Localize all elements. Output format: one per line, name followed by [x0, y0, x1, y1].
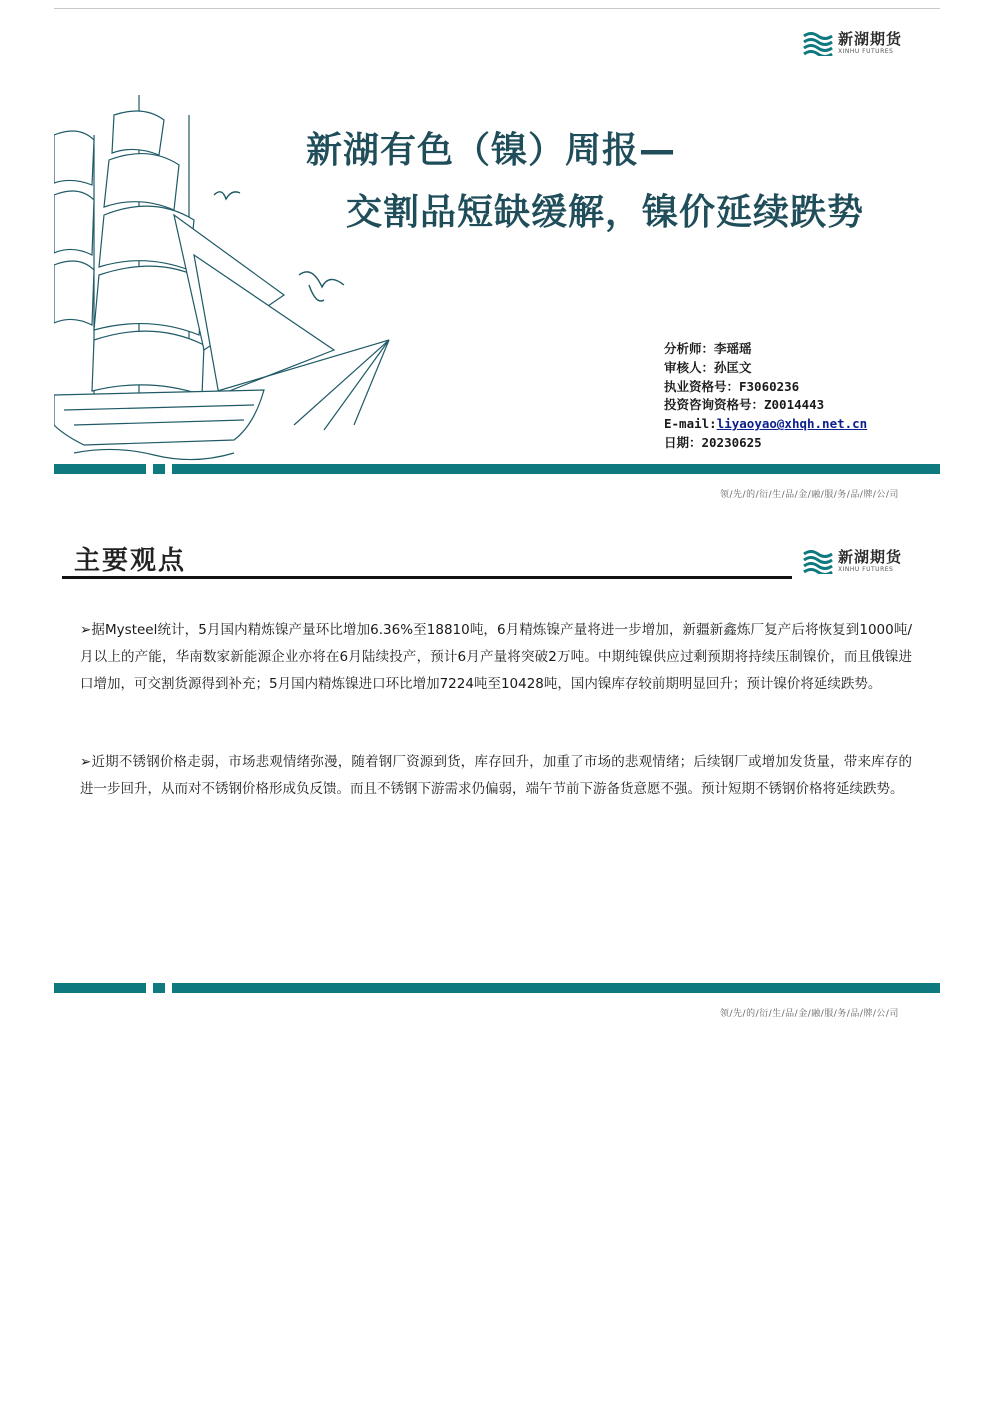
bullet-arrow-icon: ➢ — [80, 754, 92, 770]
seagull-icon — [214, 192, 240, 199]
reviewer: 审核人：孙匡文 — [664, 359, 752, 375]
accent-band-left — [54, 464, 146, 474]
company-slogan: 领/先/的/衍/生/品/金/融/服/务/品/牌/公/司 — [720, 490, 899, 500]
section-title: 主要观点 — [74, 546, 187, 576]
report-date: 日期：20230625 — [664, 434, 762, 450]
author-info — [664, 340, 867, 453]
bullet-arrow-icon: ➢ — [80, 622, 92, 638]
wave-logo-icon — [802, 30, 834, 56]
key-point-1 — [80, 617, 912, 698]
email-label: E-mail: — [664, 416, 717, 432]
brand-name-en: XINHU FUTURES — [838, 565, 894, 573]
top-divider — [54, 8, 940, 9]
brand-name-cn: 新湖期货 — [838, 29, 903, 48]
email-row — [664, 415, 867, 434]
key-point-text: 据Mysteel统计，5月国内精炼镍产量环比增加6.36%至18810吨，6月精炼镍产量将进一步增加，新疆新鑫炼厂复产后将恢复到1000吨/月以上的产能，华南数家新能源企业亦将在6月陆续投产，预计6月产量将突破2万吨。中期纯镍供应过剩预期将持续压制镍价，而且俄镍进口增加，可交割货源得到补充；5月国内精炼镍进口环比增加7224吨至10428吨，国内镍库存较前期明显回升；预计镍价将延续跌势。 — [80, 622, 912, 692]
wave-logo-icon — [802, 548, 834, 574]
report-title-line2: 交割品短缺缓解，镍价延续跌势 — [346, 192, 865, 233]
accent-band-left — [54, 983, 146, 993]
advisory-license: 投资咨询资格号：Z0014443 — [664, 397, 825, 413]
key-point-2 — [80, 749, 912, 803]
email-link[interactable]: liyaoyao@xhqh.net.cn — [716, 416, 868, 432]
brand-name-cn: 新湖期货 — [838, 547, 903, 566]
accent-band-right — [172, 464, 940, 474]
report-title-line1: 新湖有色（镍）周报— — [306, 130, 677, 171]
license-number: 执业资格号：F3060236 — [664, 378, 800, 394]
section-rule — [62, 576, 792, 579]
brand-logo — [802, 30, 902, 56]
brand-logo-secondary — [802, 548, 902, 574]
analyst: 分析师：李瑶瑶 — [664, 341, 752, 356]
accent-band-mid — [153, 983, 165, 993]
key-point-text: 近期不锈钢价格走弱，市场悲观情绪弥漫，随着钢厂资源到货，库存回升，加重了市场的悲观情绪；后续钢厂或增加发货量，带来库存的进一步回升，从而对不锈钢价格形成负反馈。而且不锈钢下游需求仍偏弱，端午节前下游备货意愿不强。预计短期不锈钢价格将延续跌势。 — [80, 754, 912, 797]
brand-name-en: XINHU FUTURES — [838, 47, 894, 55]
accent-band-right — [172, 983, 940, 993]
accent-band-mid — [153, 464, 165, 474]
company-slogan: 领/先/的/衍/生/品/金/融/服/务/品/牌/公/司 — [720, 1009, 899, 1019]
